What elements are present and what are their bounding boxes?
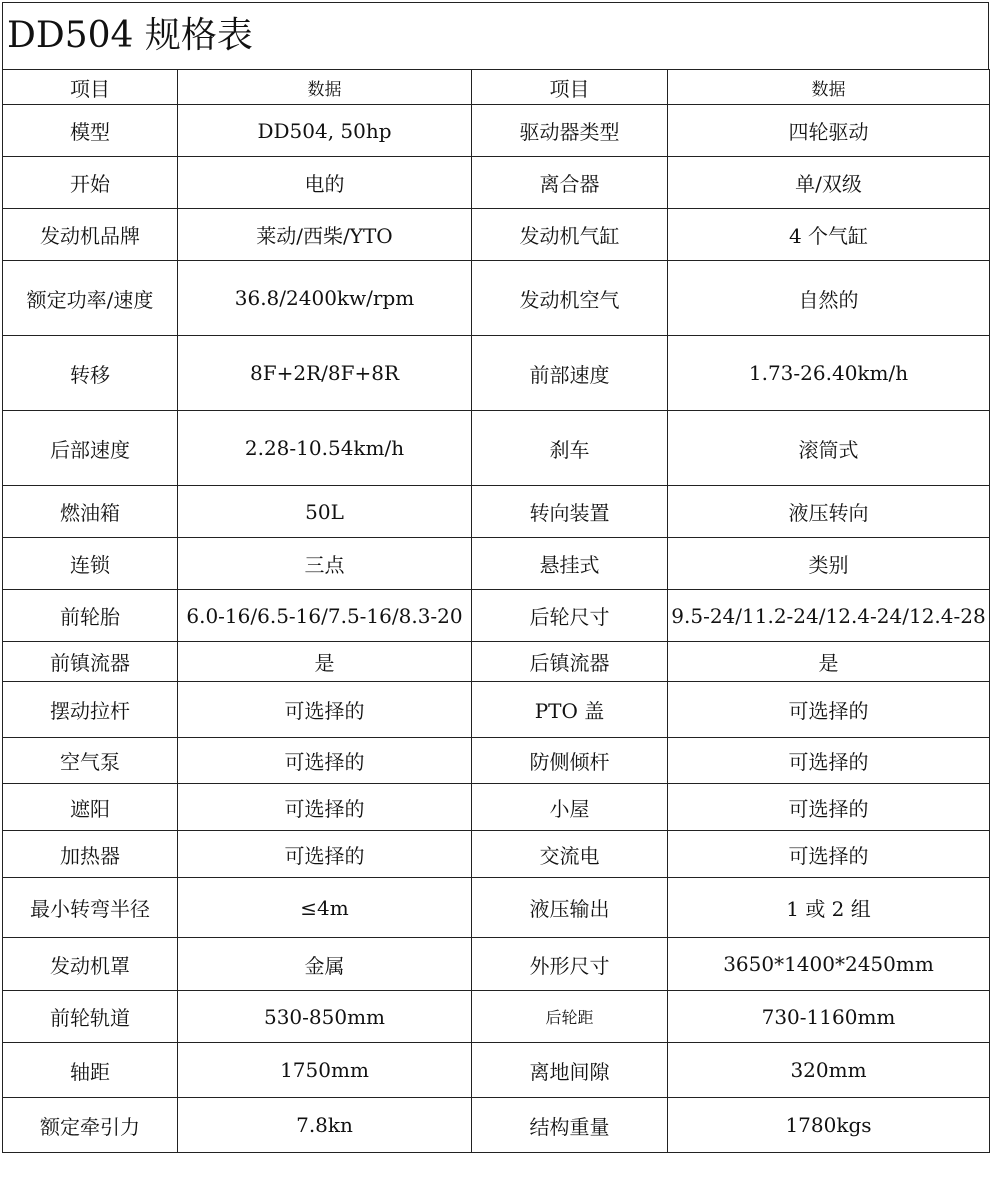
- item-label: 遮阳: [3, 784, 178, 831]
- table-row: [3, 486, 990, 538]
- item-label: PTO 盖: [472, 682, 668, 738]
- item-value: 单/双级: [668, 157, 990, 209]
- table-row: [3, 105, 990, 157]
- item-label: 前镇流器: [3, 642, 178, 682]
- table-row: [3, 590, 990, 642]
- spec-table: [2, 69, 990, 1153]
- item-label: 加热器: [3, 831, 178, 878]
- sheet-title: DD504 规格表: [2, 2, 989, 69]
- column-header: 项目: [3, 70, 178, 105]
- item-label: 开始: [3, 157, 178, 209]
- item-value: 730-1160mm: [668, 991, 990, 1043]
- item-label: 模型: [3, 105, 178, 157]
- item-label: 液压输出: [472, 878, 668, 938]
- item-value: 可选择的: [178, 784, 472, 831]
- table-row: [3, 336, 990, 411]
- item-value: 530-850mm: [178, 991, 472, 1043]
- item-label: 后轮尺寸: [472, 590, 668, 642]
- item-value: 三点: [178, 538, 472, 590]
- item-label: 摆动拉杆: [3, 682, 178, 738]
- item-value: 1.73-26.40km/h: [668, 336, 990, 411]
- item-label: 结构重量: [472, 1098, 668, 1153]
- item-value: 金属: [178, 938, 472, 991]
- table-row: [3, 738, 990, 784]
- item-value: DD504, 50hp: [178, 105, 472, 157]
- item-value: 1750mm: [178, 1043, 472, 1098]
- item-value: 8F+2R/8F+8R: [178, 336, 472, 411]
- item-label: 前轮胎: [3, 590, 178, 642]
- item-value: 1780kgs: [668, 1098, 990, 1153]
- item-label: 前轮轨道: [3, 991, 178, 1043]
- item-label: 离地间隙: [472, 1043, 668, 1098]
- column-header: 数据: [178, 70, 472, 105]
- item-value: 是: [178, 642, 472, 682]
- table-row: [3, 261, 990, 336]
- item-value: 莱动/西柴/YTO: [178, 209, 472, 261]
- item-value: 可选择的: [178, 682, 472, 738]
- item-label: 空气泵: [3, 738, 178, 784]
- table-row: [3, 1098, 990, 1153]
- item-label: 额定牵引力: [3, 1098, 178, 1153]
- item-value: 4 个气缸: [668, 209, 990, 261]
- item-value: 1 或 2 组: [668, 878, 990, 938]
- item-value: 可选择的: [668, 831, 990, 878]
- table-row: [3, 938, 990, 991]
- item-value: 滚筒式: [668, 411, 990, 486]
- item-value: 可选择的: [668, 784, 990, 831]
- item-label: 发动机罩: [3, 938, 178, 991]
- spec-sheet: [2, 2, 989, 1153]
- item-label: 前部速度: [472, 336, 668, 411]
- item-label: 最小转弯半径: [3, 878, 178, 938]
- item-value: 是: [668, 642, 990, 682]
- item-value: 可选择的: [668, 738, 990, 784]
- item-label: 发动机气缸: [472, 209, 668, 261]
- item-value: 50L: [178, 486, 472, 538]
- item-value: 2.28-10.54km/h: [178, 411, 472, 486]
- table-row: [3, 157, 990, 209]
- item-value: 自然的: [668, 261, 990, 336]
- item-value: 3650*1400*2450mm: [668, 938, 990, 991]
- item-label: 发动机品牌: [3, 209, 178, 261]
- table-row: [3, 538, 990, 590]
- item-label: 后部速度: [3, 411, 178, 486]
- item-label: 驱动器类型: [472, 105, 668, 157]
- table-row: [3, 784, 990, 831]
- column-header: 项目: [472, 70, 668, 105]
- item-label: 小屋: [472, 784, 668, 831]
- table-row: [3, 209, 990, 261]
- item-value: 7.8kn: [178, 1098, 472, 1153]
- item-value: 6.0-16/6.5-16/7.5-16/8.3-20: [178, 590, 472, 642]
- item-label: 外形尺寸: [472, 938, 668, 991]
- table-header-row: [3, 70, 990, 105]
- table-row: [3, 682, 990, 738]
- table-row: [3, 878, 990, 938]
- column-header: 数据: [668, 70, 990, 105]
- table-row: [3, 831, 990, 878]
- table-row: [3, 1043, 990, 1098]
- item-label: 交流电: [472, 831, 668, 878]
- item-label: 后镇流器: [472, 642, 668, 682]
- item-value: 可选择的: [668, 682, 990, 738]
- item-label: 额定功率/速度: [3, 261, 178, 336]
- item-label: 离合器: [472, 157, 668, 209]
- item-label: 轴距: [3, 1043, 178, 1098]
- item-value: 36.8/2400kw/rpm: [178, 261, 472, 336]
- item-value: 电的: [178, 157, 472, 209]
- table-row: [3, 411, 990, 486]
- item-value: 可选择的: [178, 831, 472, 878]
- item-label: 转移: [3, 336, 178, 411]
- item-value: 320mm: [668, 1043, 990, 1098]
- item-label: 连锁: [3, 538, 178, 590]
- table-row: [3, 642, 990, 682]
- item-label: 转向装置: [472, 486, 668, 538]
- item-label: 后轮距: [472, 991, 668, 1043]
- item-label: 刹车: [472, 411, 668, 486]
- item-label: 悬挂式: [472, 538, 668, 590]
- item-value: 液压转向: [668, 486, 990, 538]
- item-value: 四轮驱动: [668, 105, 990, 157]
- item-label: 发动机空气: [472, 261, 668, 336]
- item-value: 可选择的: [178, 738, 472, 784]
- item-value: ≤4m: [178, 878, 472, 938]
- table-row: [3, 991, 990, 1043]
- item-value: 9.5-24/11.2-24/12.4-24/12.4-28: [668, 590, 990, 642]
- item-label: 防侧倾杆: [472, 738, 668, 784]
- item-label: 燃油箱: [3, 486, 178, 538]
- item-value: 类别: [668, 538, 990, 590]
